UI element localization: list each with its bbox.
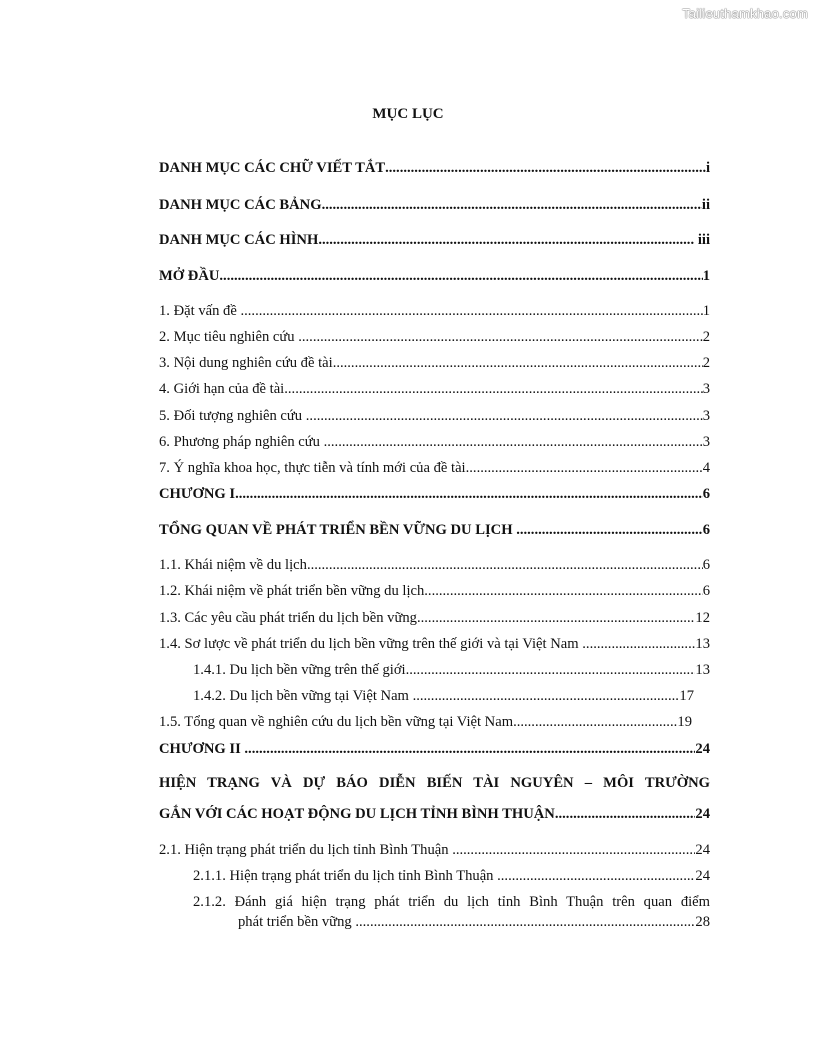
dot-leader — [513, 713, 677, 731]
toc-entry-label: 1.2. Khái niệm về phát triển bền vững du lịch — [159, 583, 425, 599]
toc-entry-label: 2.1.2. Đánh giá hiện trạng phát triển du lịch tỉnh Bình Thuận trên quan điểm — [193, 894, 710, 910]
toc-entry[interactable] — [159, 354, 710, 372]
toc-entry-page: 2 — [702, 355, 710, 371]
toc-entry-page: 3 — [702, 408, 710, 424]
toc-entry-page: 13 — [695, 662, 710, 678]
toc-entry-page: i — [705, 160, 710, 176]
dot-leader — [385, 159, 706, 177]
dot-leader — [240, 302, 702, 320]
toc-entry-page: 3 — [702, 434, 710, 450]
toc-entry-page: ii — [701, 197, 710, 213]
dot-leader — [244, 740, 695, 758]
toc-entry-page: 13 — [695, 636, 710, 652]
toc-entry-page: 12 — [695, 610, 710, 626]
chapter-heading[interactable] — [159, 774, 710, 792]
toc-entry-page: 24 — [695, 842, 710, 858]
chapter-heading-line1: HIỆN TRẠNG VÀ DỰ BÁO DIỄN BIẾN TÀI NGUYÊN – MÔI TRƯỜNG — [159, 775, 710, 791]
toc-entry[interactable] — [159, 433, 710, 451]
toc-entry[interactable] — [193, 867, 710, 885]
toc-entry-label: DANH MỤC CÁC CHỮ VIẾT TẮT — [159, 160, 386, 176]
toc-entry-label: 2. Mục tiêu nghiên cứu — [159, 329, 299, 345]
dot-leader — [318, 231, 694, 249]
dot-leader — [219, 267, 702, 285]
toc-entry[interactable] — [159, 267, 710, 285]
dot-leader — [355, 913, 695, 931]
toc-entry-page: 19 — [677, 714, 692, 730]
page-title: MỤC LỤC — [372, 106, 444, 122]
toc-entry[interactable] — [159, 841, 710, 859]
dot-leader — [284, 380, 702, 398]
dot-leader — [466, 459, 703, 477]
dot-leader — [582, 635, 695, 653]
toc-entry-label: TỔNG QUAN VỀ PHÁT TRIỂN BỀN VỮNG DU LỊCH — [159, 522, 517, 538]
toc-entry-page: 1 — [702, 268, 710, 284]
toc-entry[interactable] — [159, 328, 710, 346]
toc-entry[interactable] — [159, 609, 710, 627]
watermark: Tailieuthamkhao.com — [682, 6, 808, 21]
toc-entry[interactable] — [193, 661, 710, 679]
dot-leader — [417, 609, 695, 627]
toc-entry-label: 2.1. Hiện trạng phát triển du lịch tỉnh Bình Thuận — [159, 842, 453, 858]
toc-entry[interactable] — [159, 407, 710, 425]
toc-entry[interactable] — [159, 231, 710, 249]
chapter-heading-line2: GẮN VỚI CÁC HOẠT ĐỘNG DU LỊCH TỈNH BÌNH THUẬN — [159, 806, 555, 822]
toc-entry-label: DANH MỤC CÁC HÌNH — [159, 232, 319, 248]
dot-leader — [324, 433, 703, 451]
toc-entry-label: CHƯƠNG I — [159, 486, 236, 502]
toc-entry-page: 6 — [702, 583, 710, 599]
toc-entry-page: 3 — [702, 381, 710, 397]
toc-entry[interactable] — [159, 196, 710, 214]
toc-entry[interactable] — [159, 159, 710, 177]
toc-entry-label: 3. Nội dung nghiên cứu đề tài — [159, 355, 333, 371]
toc-entry-label: 7. Ý nghĩa khoa học, thực tiễn và tính mới của đề tài — [159, 460, 466, 476]
dot-leader — [298, 328, 702, 346]
toc-entry-label: CHƯƠNG II — [159, 741, 245, 757]
toc-entry-label: 4. Giới hạn của đề tài — [159, 381, 285, 397]
toc-entry-page: 24 — [695, 741, 710, 757]
toc-entry-label: DANH MỤC CÁC BẢNG — [159, 197, 322, 213]
toc-entry-page: 2 — [702, 329, 710, 345]
toc-entry-label-cont: phát triển bền vững — [238, 914, 356, 930]
toc-entry[interactable] — [159, 740, 710, 758]
toc-entry[interactable] — [159, 459, 710, 477]
toc-entry-label: 1.5. Tổng quan về nghiên cứu du lịch bền vững tại Việt Nam — [159, 714, 514, 730]
toc-entry[interactable] — [159, 380, 710, 398]
dot-leader — [452, 841, 695, 859]
toc-entry[interactable] — [159, 521, 710, 539]
dot-leader — [413, 687, 680, 705]
toc-entry[interactable] — [159, 556, 710, 574]
toc-entry[interactable] — [159, 713, 692, 731]
toc-entry-label: 1.1. Khái niệm về du lịch — [159, 557, 307, 573]
toc-entry-label: 1.3. Các yêu cầu phát triển du lịch bền vững — [159, 610, 417, 626]
dot-leader — [516, 521, 703, 539]
dot-leader — [333, 354, 703, 372]
toc-entry-label: 1. Đặt vấn đề — [159, 303, 241, 319]
dot-leader — [406, 661, 696, 679]
toc-entry-label: 1.4.1. Du lịch bền vững trên thế giới — [193, 662, 406, 678]
toc-entry[interactable] — [159, 635, 710, 653]
toc-entry[interactable] — [159, 485, 710, 503]
toc-entry-label: 5. Đối tượng nghiên cứu — [159, 408, 306, 424]
toc-entry-page: 1 — [702, 303, 710, 319]
toc-entry-page: 4 — [702, 460, 710, 476]
toc-entry-label: 1.4.2. Du lịch bền vững tại Việt Nam — [193, 688, 413, 704]
toc-entry-label: 2.1.1. Hiện trạng phát triển du lịch tỉnh Bình Thuận — [193, 868, 498, 884]
toc-entry[interactable] — [193, 893, 710, 931]
dot-leader — [555, 805, 696, 823]
toc-entry-page: 6 — [702, 522, 710, 538]
toc-entry-page: 24 — [695, 806, 710, 822]
dot-leader — [424, 582, 702, 600]
dot-leader — [322, 196, 702, 214]
toc-entry-page: iii — [694, 232, 710, 248]
dot-leader — [497, 867, 695, 885]
toc-entry[interactable] — [159, 582, 710, 600]
toc-entry-label: 6. Phương pháp nghiên cứu — [159, 434, 324, 450]
toc-entry[interactable] — [159, 805, 710, 823]
toc-entry-label: 1.4. Sơ lược về phát triển du lịch bền vững trên thế giới và tại Việt Nam — [159, 636, 583, 652]
toc-entry-page: 28 — [695, 914, 710, 930]
toc-entry-page: 6 — [702, 486, 710, 502]
dot-leader — [306, 407, 703, 425]
toc-entry-page: 17 — [679, 688, 694, 704]
toc-entry-label: MỞ ĐẦU — [159, 268, 220, 284]
toc-entry[interactable] — [159, 302, 710, 320]
toc-entry-page: 24 — [695, 868, 710, 884]
toc-entry-page: 6 — [702, 557, 710, 573]
toc-entry[interactable] — [193, 687, 694, 705]
dot-leader — [307, 556, 703, 574]
dot-leader — [235, 485, 703, 503]
